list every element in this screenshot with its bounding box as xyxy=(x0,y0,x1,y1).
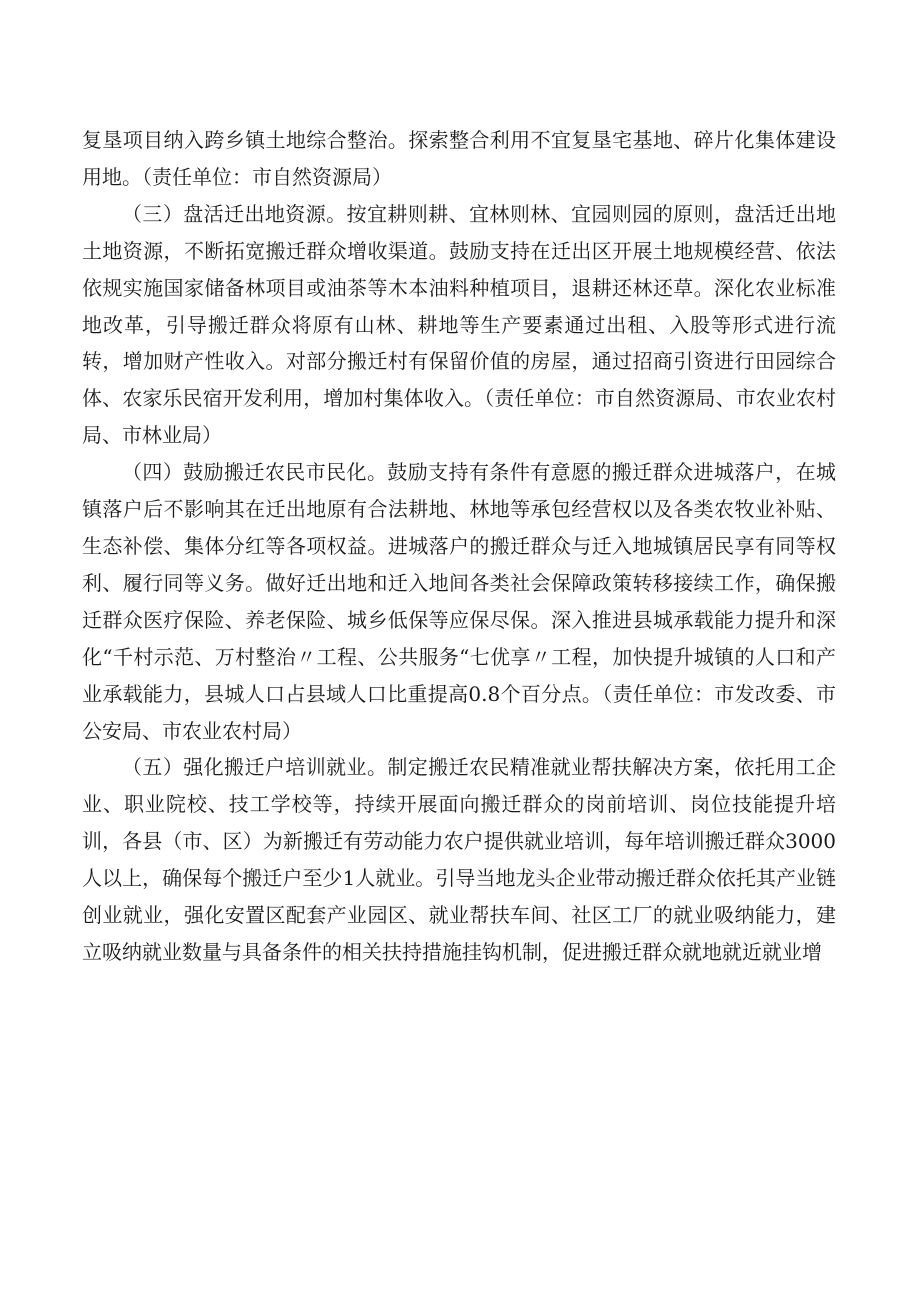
document-page xyxy=(82,122,836,971)
paragraph-section-5: （五）强化搬迁户培训就业。制定搬迁农民精准就业帮扶解决方案，依托用工企业、职业院校、技工学校等，持续开展面向搬迁群众的岗前培训、岗位技能提升培训，各县（市、区）为新搬迁有劳动能力农户提供就业培训，每年培训搬迁群众3000人以上，确保每个搬迁户至少1人就业。引导当地龙头企业带动搬迁群众依托其产业链创业就业，强化安置区配套产业园区、就业帮扶车间、社区工厂的就业吸纳能力，建立吸纳就业数量与具备条件的相关扶持措施挂钩机制，促进搬迁群众就地就近就业增 xyxy=(82,755,836,964)
paragraph-continued: 复垦项目纳入跨乡镇土地综合整治。探索整合利用不宜复垦宅基地、碎片化集体建设用地。（责任单位：市自然资源局） xyxy=(82,128,836,189)
paragraph-section-4: （四）鼓励搬迁农民市民化。鼓励支持有条件有意愿的搬迁群众进城落户，在城镇落户后不影响其在迁出地原有合法耕地、林地等承包经营权以及各类农牧业补贴、生态补偿、集体分红等各项权益。进城落户的搬迁群众与迁入地城镇居民享有同等权利、履行同等义务。做好迁出地和迁入地间各类社会保障政策转移接续工作，确保搬迁群众医疗保险、养老保险、城乡低保等应保尽保。深入推进县城承载能力提升和深化“千村示范、万村整治〃工程、公共服务“七优享〃工程，加快提升城镇的人口和产业承载能力，县城人口占县域人口比重提高0.8个百分点。（责任单位：市发改委、市公安局、市农业农村局） xyxy=(82,460,836,743)
paragraph-section-3: （三）盘活迁出地资源。按宜耕则耕、宜林则林、宜园则园的原则，盘活迁出地土地资源，不断拓宽搬迁群众增收渠道。鼓励支持在迁出区开展土地规模经营、依法依规实施国家储备林项目或油茶等木本油料种植项目，退耕还林还草。深化农业标准地改革，引导搬迁群众将原有山林、耕地等生产要素通过出租、入股等形式进行流转，增加财产性收入。对部分搬迁村有保留价值的房屋，通过招商引资进行田园综合体、农家乐民宿开发利用，增加村集体收入。（责任单位：市自然资源局、市农业农村局、市林业局） xyxy=(82,201,836,448)
